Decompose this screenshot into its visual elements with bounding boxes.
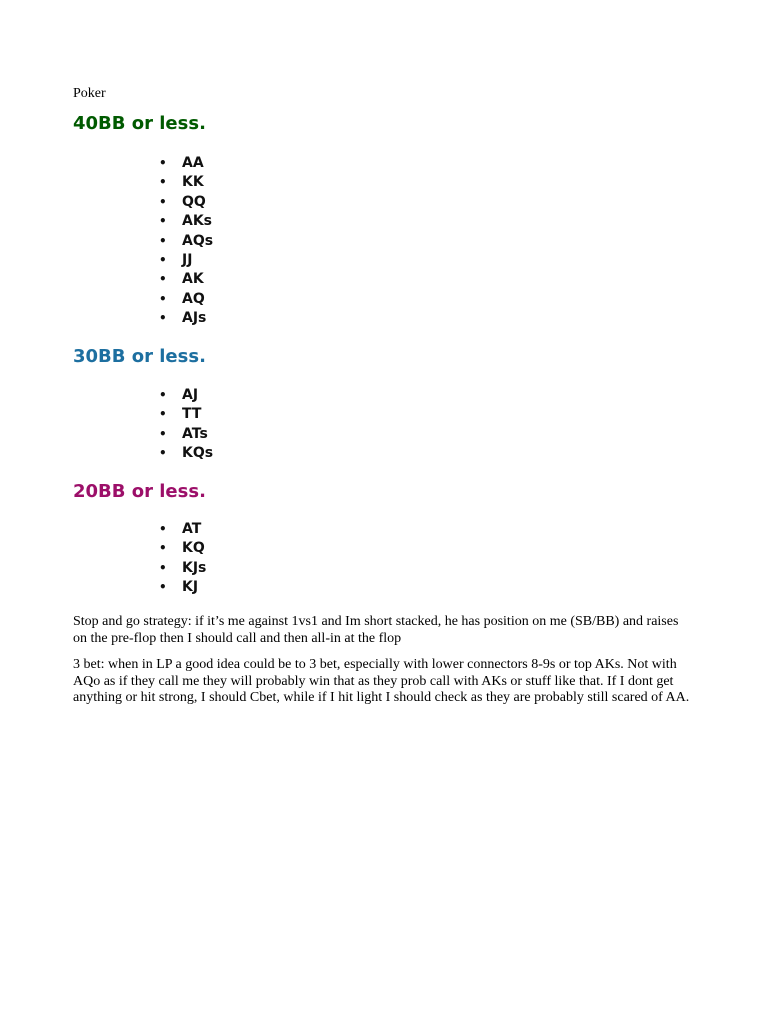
hand-label: QQ — [182, 193, 206, 210]
list-item — [159, 251, 213, 270]
section-heading-40bb: 40BB or less. — [73, 113, 206, 134]
list-item — [159, 290, 213, 309]
list-item — [159, 173, 213, 192]
hand-label: KQ — [182, 540, 205, 557]
bullet-icon: • — [159, 407, 167, 422]
list-item — [159, 154, 213, 173]
hand-label: AA — [182, 155, 204, 171]
bullet-icon: • — [159, 214, 167, 229]
list-item — [159, 232, 213, 251]
hand-label: KJs — [182, 559, 207, 576]
hand-list-40bb — [159, 154, 213, 329]
bullet-icon: • — [159, 272, 167, 287]
hand-label: ATs — [182, 425, 208, 442]
list-item — [159, 386, 213, 405]
list-item — [159, 425, 213, 444]
hand-label: AQ — [182, 290, 205, 307]
list-item — [159, 559, 206, 578]
hand-label: AJ — [182, 387, 199, 403]
bullet-icon: • — [159, 291, 167, 306]
list-item — [159, 539, 206, 558]
document-title: Poker — [73, 86, 106, 101]
bullet-icon: • — [159, 175, 167, 190]
paragraph-3-bet: 3 bet: when in LP a good idea could be to 3 bet, especially with lower connectors 8-9s or top AKs. Not with AQo as if they call me they will probably win that as they prob call with AKs or stuff like that. If I dont get anything or hit strong, I should Cbet, while if I hit light I should check as they are probably still scared of AA. — [73, 657, 690, 705]
bullet-icon: • — [159, 233, 167, 248]
bullet-icon: • — [159, 194, 167, 209]
list-item — [159, 405, 213, 424]
list-item — [159, 270, 213, 289]
hand-label: JJ — [182, 251, 193, 268]
hand-label: KQs — [182, 445, 214, 462]
hand-label: AK — [182, 271, 204, 288]
hand-label: KK — [182, 174, 204, 191]
hand-label: AJs — [182, 310, 207, 327]
hand-label: AQs — [182, 232, 214, 249]
list-item — [159, 578, 206, 597]
section-heading-20bb: 20BB or less. — [73, 481, 206, 502]
list-item — [159, 520, 206, 539]
bullet-icon: • — [159, 388, 167, 402]
hand-list-20bb — [159, 520, 206, 598]
bullet-icon: • — [159, 560, 167, 575]
hand-label: KJ — [182, 579, 199, 596]
bullet-icon: • — [159, 522, 167, 536]
bullet-icon: • — [159, 156, 167, 170]
bullet-icon: • — [159, 311, 167, 326]
paragraph-stop-and-go: Stop and go strategy: if it’s me against 1vs1 and Im short stacked, he has position on me (SB/BB) and raises on the pre-flop then I should call and then all-in at the flop — [73, 614, 679, 646]
list-item — [159, 444, 213, 463]
bullet-icon: • — [159, 541, 167, 556]
hand-list-30bb — [159, 386, 213, 464]
bullet-icon: • — [159, 580, 167, 595]
hand-label: AKs — [182, 213, 213, 230]
bullet-icon: • — [159, 446, 167, 461]
list-item — [159, 193, 213, 212]
list-item — [159, 212, 213, 231]
hand-label: AT — [182, 521, 202, 537]
bullet-icon: • — [159, 252, 167, 267]
bullet-icon: • — [159, 426, 167, 441]
list-item — [159, 309, 213, 328]
hand-label: TT — [182, 406, 202, 423]
section-heading-30bb: 30BB or less. — [73, 346, 206, 367]
